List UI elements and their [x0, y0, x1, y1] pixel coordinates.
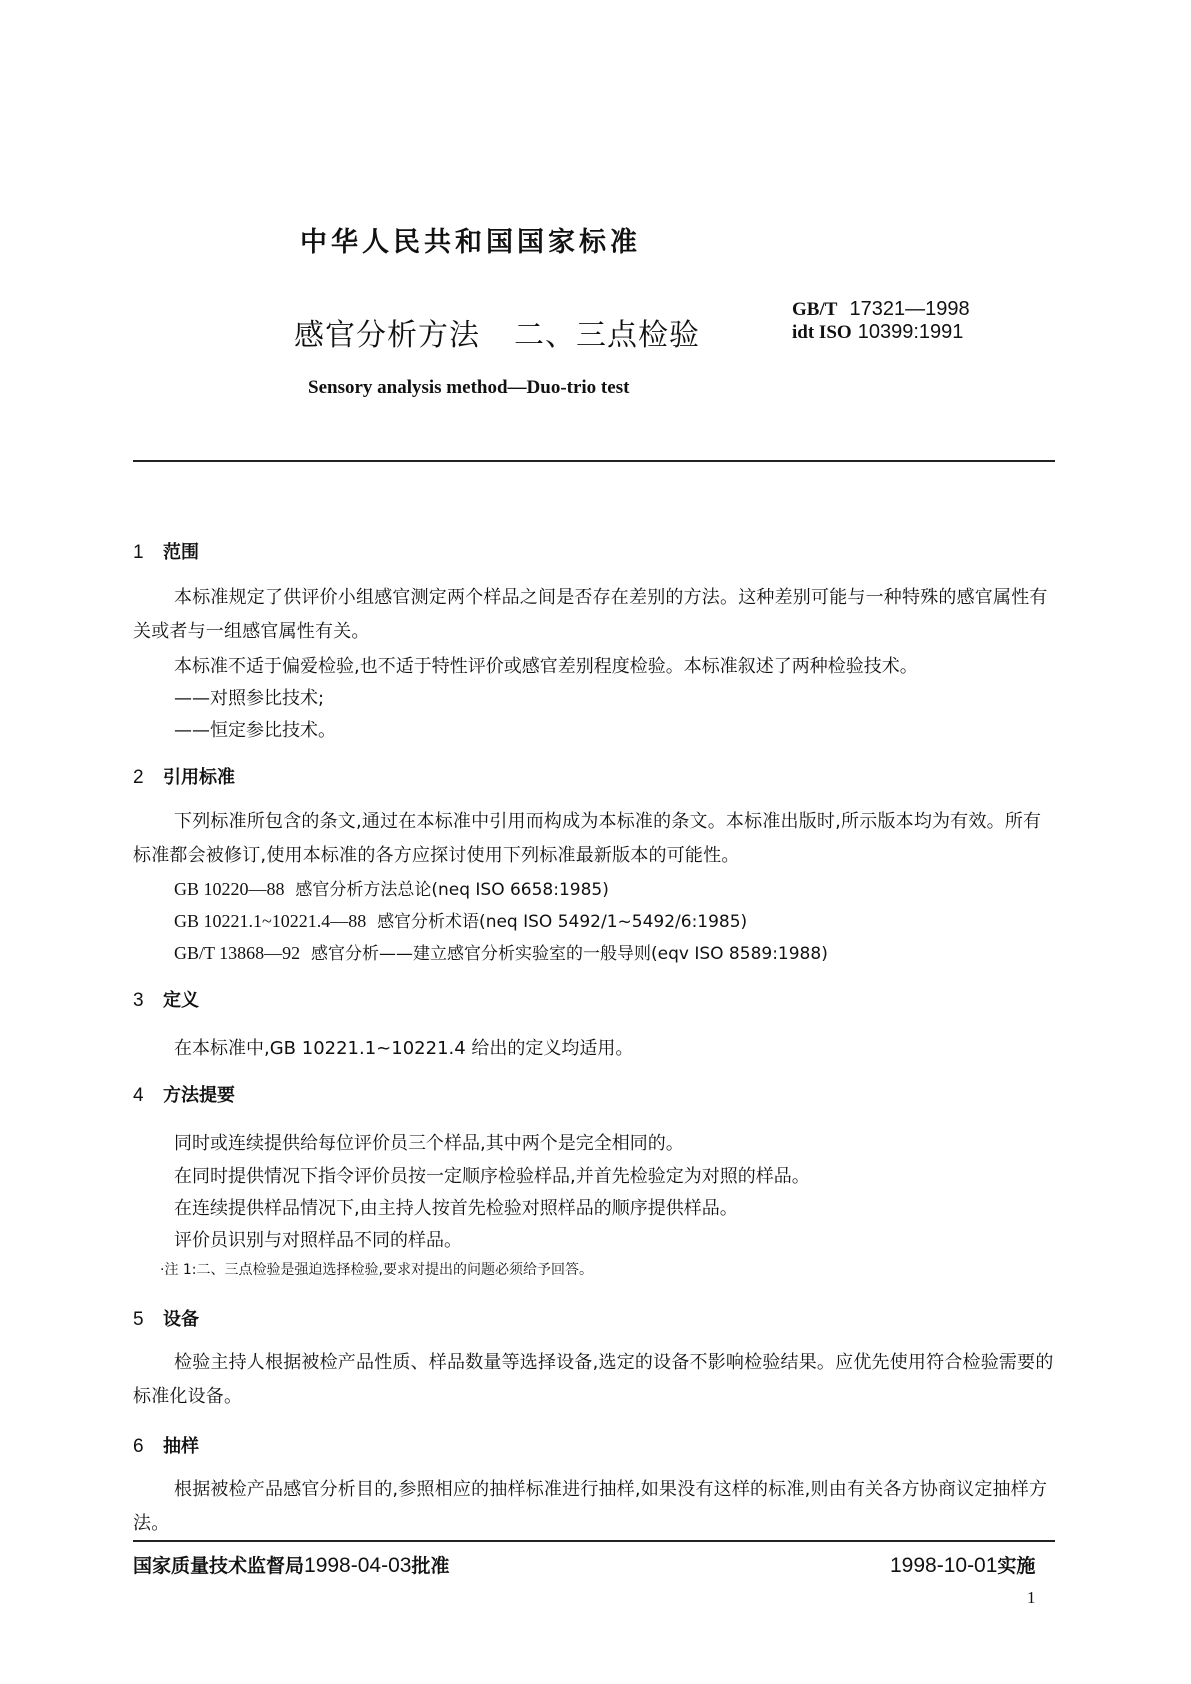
section-4-line-3: 在连续提供样品情况下,由主持人按首先检验对照样品的顺序提供样品。	[174, 1198, 738, 1219]
english-title: Sensory analysis method—Duo-trio test	[308, 377, 630, 398]
standard-title-part2: 二、三点检验	[514, 318, 700, 353]
approval-suffix: 批准	[411, 1555, 450, 1577]
section-title: 定义	[163, 990, 199, 1011]
section-number: 6	[133, 1436, 144, 1457]
section-4-line-4: 评价员识别与对照样品不同的样品。	[174, 1230, 462, 1251]
section-6-paragraph-1: 根据被检产品感官分析目的,参照相应的抽样标准进行抽样,如果没有这样的标准,则由有关各方协商议定抽样方法。	[133, 1479, 1048, 1534]
idt-number: 10399:1991	[857, 321, 964, 343]
section-3-heading	[133, 986, 199, 1012]
standard-code-prefix: GB/T	[792, 299, 838, 320]
section-number: 5	[133, 1309, 144, 1330]
section-title: 范围	[163, 542, 199, 563]
approval-org: 国家质量技术监督局	[133, 1555, 305, 1577]
reference-item	[174, 875, 609, 900]
section-title: 引用标准	[163, 767, 235, 788]
section-3-paragraph-1: 在本标准中,GB 10221.1~10221.4 给出的定义均适用。	[174, 1038, 634, 1059]
section-title: 设备	[163, 1309, 199, 1330]
standard-code-number: 17321—1998	[849, 298, 970, 320]
reference-item	[174, 907, 747, 932]
section-number: 3	[133, 990, 144, 1011]
section-4-line-2: 在同时提供情况下指令评价员按一定顺序检验样品,并首先检验定为对照的样品。	[174, 1166, 810, 1187]
section-4-heading	[133, 1081, 235, 1107]
approval-info	[133, 1551, 449, 1578]
effective-date: 1998-10-01	[890, 1554, 998, 1577]
idt-prefix: idt ISO	[792, 322, 852, 343]
section-6-heading	[133, 1432, 199, 1458]
effective-info	[890, 1551, 1035, 1578]
reference-code: GB 10221.1~10221.4—88	[174, 911, 367, 931]
section-5-paragraph-1: 检验主持人根据被检产品性质、样品数量等选择设备,选定的设备不影响检验结果。应优先使用符合检验需要的标准化设备。	[133, 1352, 1054, 1407]
approval-date: 1998-04-03	[304, 1554, 412, 1577]
standard-title-part1: 感官分析方法	[294, 318, 480, 353]
section-number: 4	[133, 1085, 144, 1106]
section-number: 1	[133, 542, 144, 563]
section-title: 方法提要	[163, 1085, 235, 1106]
section-2-heading	[133, 763, 235, 789]
section-4-note: ·注 1:二、三点检验是强迫选择检验,要求对提出的问题必须给予回答。	[160, 1262, 593, 1278]
reference-text: 感官分析——建立感官分析实验室的一般导则(eqv ISO 8589:1988)	[311, 944, 828, 964]
section-4-line-1: 同时或连续提供给每位评价员三个样品,其中两个是完全相同的。	[174, 1133, 684, 1154]
page-number: 1	[1027, 1588, 1036, 1607]
national-standard-title: 中华人民共和国国家标准	[300, 227, 641, 258]
section-number: 2	[133, 767, 144, 788]
reference-code: GB 10220—88	[174, 879, 285, 899]
reference-text: 感官分析术语(neq ISO 5492/1~5492/6:1985)	[377, 912, 748, 932]
section-1-item-2: ——恒定参比技术。	[174, 720, 336, 741]
reference-item	[174, 939, 828, 964]
section-1-paragraph-2: 本标准不适于偏爱检验,也不适于特性评价或感官差别程度检验。本标准叙述了两种检验技术。	[174, 656, 918, 677]
section-2-paragraph-1: 下列标准所包含的条文,通过在本标准中引用而构成为本标准的条文。本标准出版时,所示版本均为有效。所有标准都会被修订,使用本标准的各方应探讨使用下列标准最新版本的可能性。	[133, 811, 1042, 866]
reference-code: GB/T 13868—92	[174, 943, 301, 963]
standard-code-block	[792, 298, 970, 344]
effective-suffix: 实施	[997, 1555, 1036, 1577]
footer-divider	[133, 1540, 1055, 1542]
standard-title	[294, 310, 700, 354]
section-1-heading	[133, 538, 199, 564]
section-5-heading	[133, 1305, 199, 1331]
reference-text: 感官分析方法总论(neq ISO 6658:1985)	[295, 880, 609, 900]
header-divider	[133, 460, 1055, 462]
section-1-paragraph-1: 本标准规定了供评价小组感官测定两个样品之间是否存在差别的方法。这种差别可能与一种特殊的感官属性有关或者与一组感官属性有关。	[133, 587, 1048, 642]
section-1-item-1: ——对照参比技术;	[174, 688, 325, 709]
section-title: 抽样	[163, 1436, 199, 1457]
